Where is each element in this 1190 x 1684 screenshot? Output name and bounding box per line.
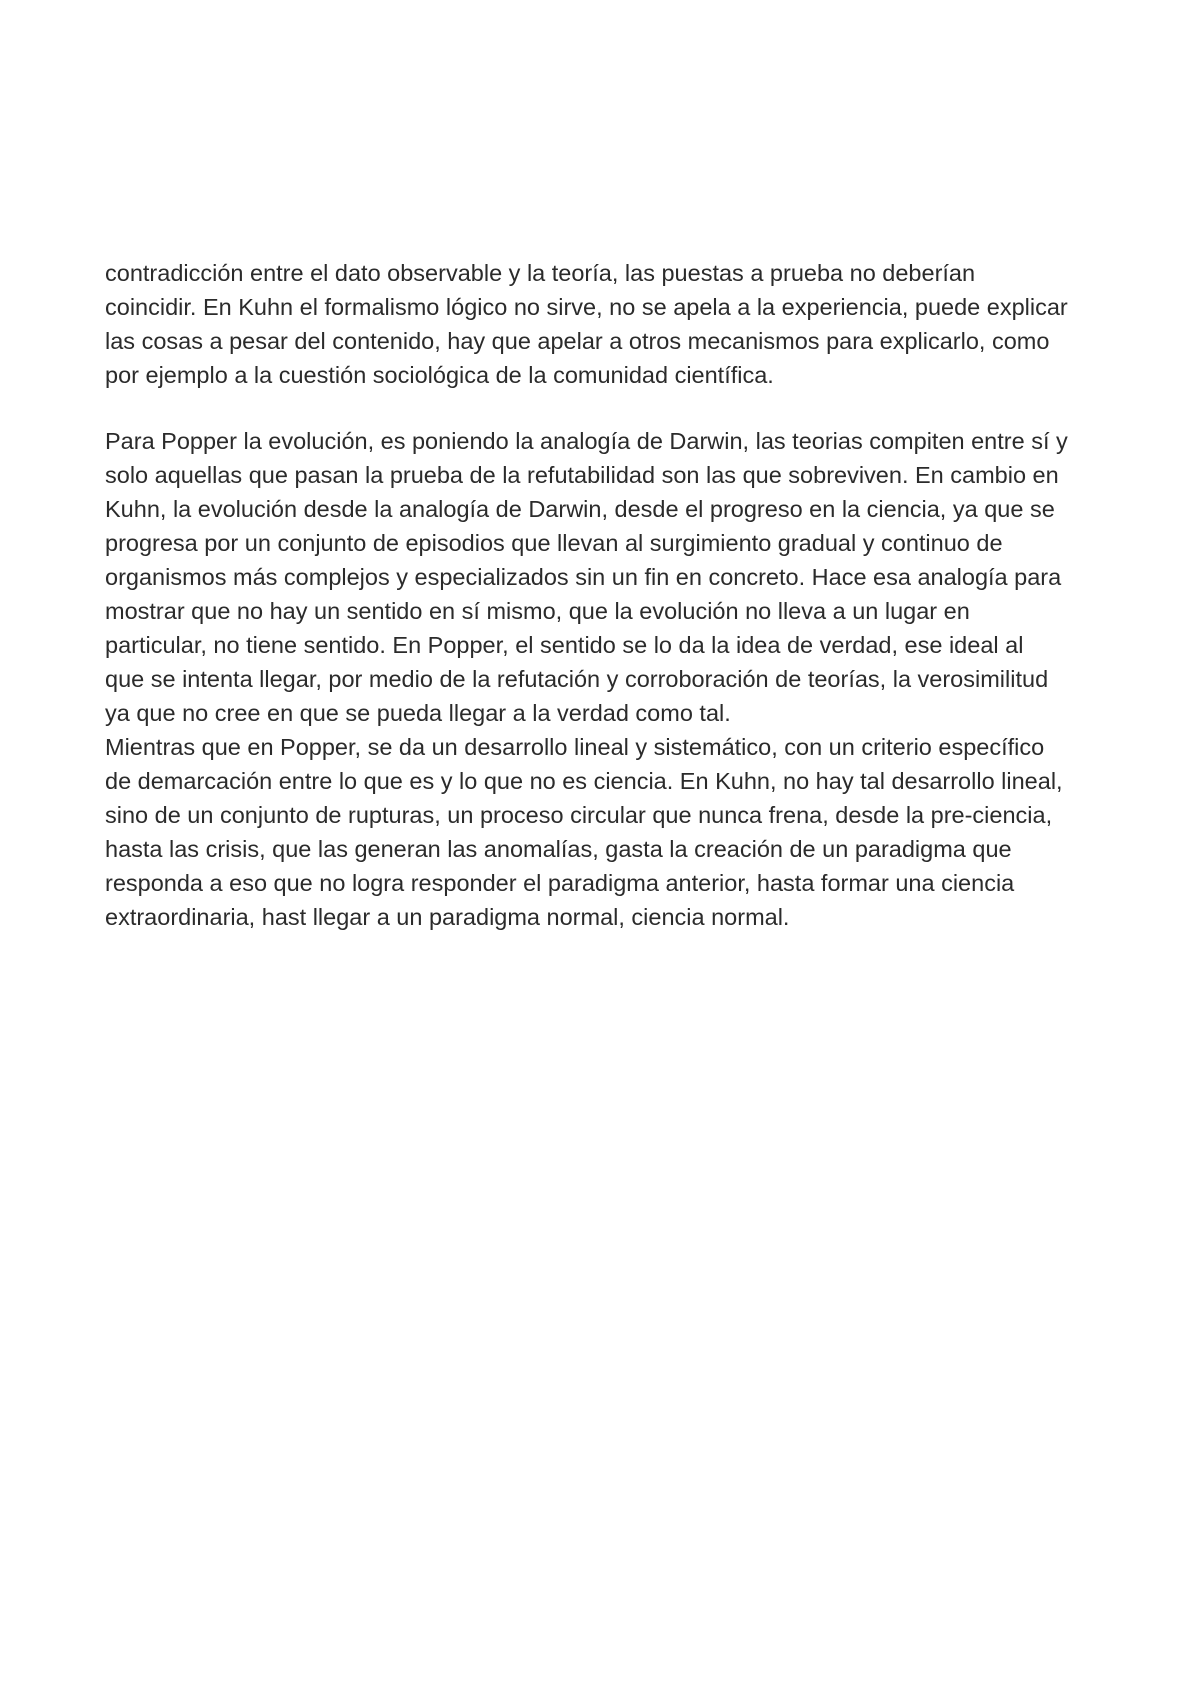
text-line: progresa por un conjunto de episodios que llevan al surgimiento gradual y continuo de: [105, 530, 1003, 556]
text-line: Para Popper la evolución, es poniendo la analogía de Darwin, las teorias compiten entre sí y: [105, 428, 1068, 454]
text-line: que se intenta llegar, por medio de la refutación y corroboración de teorías, la verosimilitud: [105, 666, 1049, 692]
text-line: organismos más complejos y especializados sin un fin en concreto. Hace esa analogía para: [105, 564, 1062, 590]
paragraph-kuhn-formalism: [105, 256, 1165, 392]
text-line: responda a eso que no logra responder el paradigma anterior, hasta formar una ciencia: [105, 870, 1015, 896]
paragraph-spacer: [105, 392, 1165, 424]
body-text: [105, 256, 1165, 934]
text-line: hasta las crisis, que las generan las anomalías, gasta la creación de un paradigma que: [105, 836, 1012, 862]
text-line: Mientras que en Popper, se da un desarrollo lineal y sistemático, con un criterio específico: [105, 734, 1045, 760]
text-line: Kuhn, la evolución desde la analogía de Darwin, desde el progreso en la ciencia, ya que se: [105, 496, 1055, 522]
text-line: las cosas a pesar del contenido, hay que apelar a otros mecanismos para explicarlo, como: [105, 328, 1050, 354]
paragraph-evolution-analogy: [105, 424, 1165, 730]
text-line: por ejemplo a la cuestión sociológica de la comunidad científica.: [105, 362, 774, 388]
text-line: mostrar que no hay un sentido en sí mismo, que la evolución no lleva a un lugar en: [105, 598, 970, 624]
text-line: extraordinaria, hast llegar a un paradigma normal, ciencia normal.: [105, 904, 790, 930]
text-line: de demarcación entre lo que es y lo que no es ciencia. En Kuhn, no hay tal desarrollo lineal,: [105, 768, 1063, 794]
text-line: ya que no cree en que se pueda llegar a la verdad como tal.: [105, 700, 731, 726]
text-line: sino de un conjunto de rupturas, un proceso circular que nunca frena, desde la pre-ciencia,: [105, 802, 1053, 828]
paragraph-linear-development: [105, 730, 1165, 934]
text-line: coincidir. En Kuhn el formalismo lógico no sirve, no se apela a la experiencia, puede explicar: [105, 294, 1068, 320]
text-line: particular, no tiene sentido. En Popper, el sentido se lo da la idea de verdad, ese ideal al: [105, 632, 1024, 658]
text-line: solo aquellas que pasan la prueba de la refutabilidad son las que sobreviven. En cambio en: [105, 462, 1059, 488]
text-line: contradicción entre el dato observable y la teoría, las puestas a prueba no deberían: [105, 260, 976, 286]
